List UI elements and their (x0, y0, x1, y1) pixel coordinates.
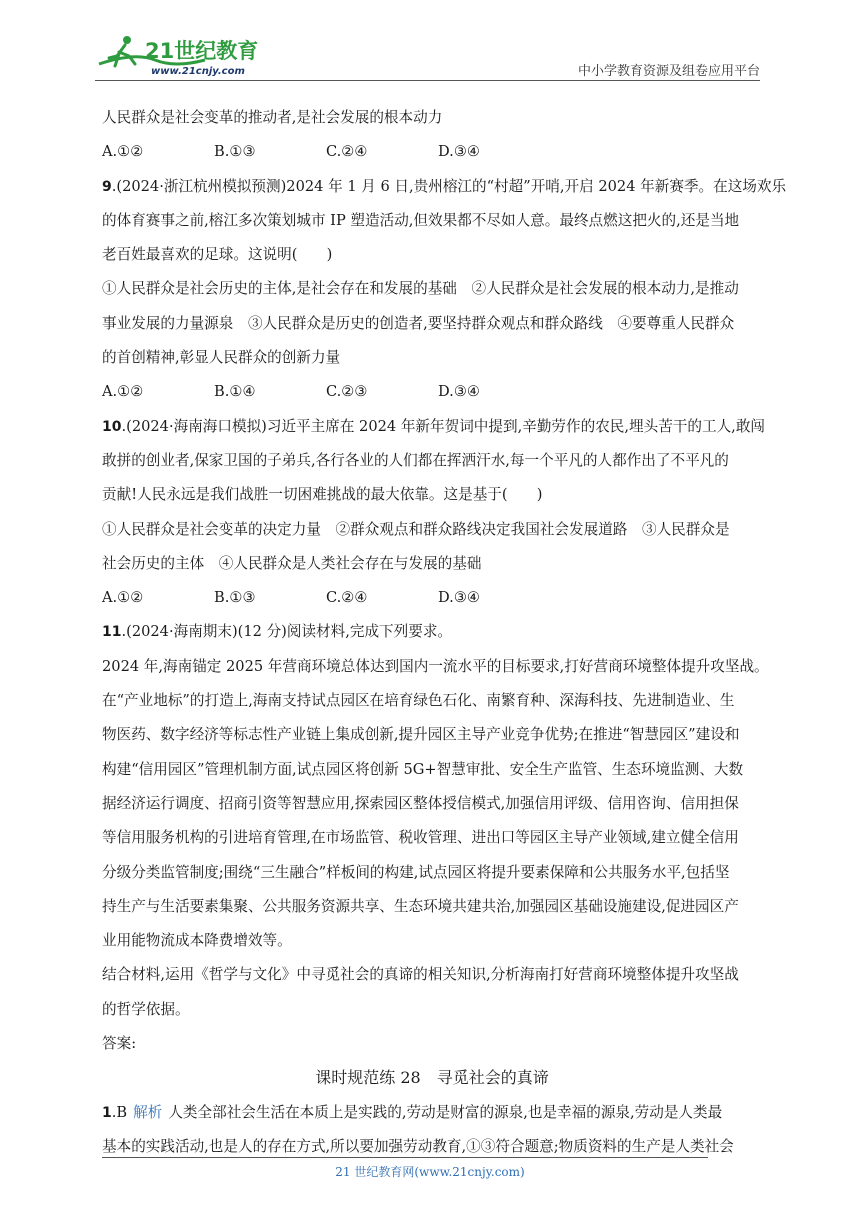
text-line: 人类全部社会生活在本质上是实践的,劳动是财富的源泉,也是幸福的源泉,劳动是人类最 (168, 1103, 723, 1121)
footer-divider (102, 1157, 708, 1158)
option-a: A.①② (102, 143, 144, 161)
answer-number: 1 (102, 1104, 112, 1121)
text-line: .(2024·海南海口模拟)习近平主席在 2024 年新年贺词中提到,辛勤劳作的农民,埋头苦干的工人,敢闯 (121, 417, 766, 435)
answer-choice: .B (111, 1103, 128, 1121)
option-d: D.③④ (438, 143, 480, 161)
option-b: B.①③ (214, 143, 256, 161)
material-line: 据经济运行调度、招商引资等智慧应用,探索园区整体授信模式,加强信用评级、信用咨询、信用担保 (102, 794, 739, 812)
option-d: D.③④ (438, 383, 480, 401)
material-line: 持生产与生活要素集聚、公共服务资源共享、生态环境共建共治,加强园区基础设施建设,促进园区产 (102, 897, 739, 915)
options-q9 (102, 375, 762, 409)
header-divider (95, 80, 760, 81)
material-line: 物医药、数字经济等标志性产业链上集成创新,提升园区主导产业竞争优势;在推进“智慧园区”建设和 (102, 726, 740, 744)
options-q10 (102, 581, 762, 615)
material-line: 在“产业地标”的打造上,海南支持试点园区在培育绿色石化、南繁育种、深海科技、先进制造业、生 (102, 692, 735, 710)
section-title: 课时规范练 28 寻觅社会的真谛 (315, 1068, 549, 1088)
option-b: B.①④ (214, 383, 256, 401)
question-11 (102, 615, 762, 649)
analysis-label: 解析 (133, 1103, 163, 1121)
text-line: 贡献!人民永远是我们战胜一切困难挑战的最大依靠。这是基于( ) (102, 486, 543, 504)
option-a: A.①② (102, 589, 144, 607)
requirement-line: 结合材料,运用《哲学与文化》中寻觅社会的真谛的相关知识,分析海南打好营商环境整体提升攻坚战 (102, 966, 739, 984)
material-line: 2024 年,海南锚定 2025 年营商环境总体达到国内一流水平的目标要求,打好营商环境整体提升攻坚战。 (102, 657, 769, 675)
platform-name: 中小学教育资源及组卷应用平台 (577, 64, 760, 79)
option-b: B.①③ (214, 589, 256, 607)
text-line: 老百姓最喜欢的足球。这说明( ) (102, 246, 333, 264)
material-line: 分级分类监管制度;围绕“三生融合”样板间的构建,试点园区将提升要素保障和公共服务水平,包括坚 (102, 863, 730, 881)
material-line: 等信用服务机构的引进培育管理,在市场监管、税收管理、进出口等园区主导产业领域,建立健全信用 (102, 829, 739, 847)
answer-1 (102, 1096, 762, 1130)
answer-label: 答案: (102, 1035, 137, 1053)
text-line: ①人民群众是社会变革的决定力量 ②群众观点和群众路线决定我国社会发展道路 ③人民群众是 (102, 520, 730, 538)
logo-21cnjy (95, 34, 265, 78)
question-10 (102, 410, 766, 444)
text-line: 事业发展的力量源泉 ③人民群众是历史的创造者,要坚持群众观点和群众路线 ④要尊重人民群众 (102, 314, 735, 332)
page-header (95, 34, 760, 80)
text-line: 社会历史的主体 ④人民群众是人类社会存在与发展的基础 (102, 554, 482, 572)
text-line: .(2024·海南期末)(12 分)阅读材料,完成下列要求。 (121, 623, 453, 641)
logo-main-text: 21世纪教育 (145, 39, 259, 63)
requirement-line: 的哲学依据。 (102, 1000, 190, 1018)
material-line: 构建“信用园区”管理机制方面,试点园区将创新 5G+智慧审批、安全生产监管、生态环境监测、大数 (102, 760, 744, 778)
text-line: .(2024·浙江杭州模拟预测)2024 年 1 月 6 日,贵州榕江的“村超”开哨,开启 2024 年新赛季。在这场欢乐 (111, 177, 787, 195)
question-number: 9 (102, 178, 112, 195)
page-footer: 21 世纪教育网(www.21cnjy.com) (335, 1165, 525, 1179)
text-line: 基本的实践活动,也是人的存在方式,所以要加强劳动教育,①③符合题意;物质资料的生产是人类社会 (102, 1137, 734, 1155)
document-body (102, 101, 787, 1164)
text-line: 的首创精神,彰显人民群众的创新力量 (102, 349, 341, 367)
option-c: C.②④ (326, 143, 368, 161)
text-line: 敢拼的创业者,保家卫国的子弟兵,各行各业的人们都在挥洒汗水,每一个平凡的人都作出了不平凡的 (102, 451, 729, 469)
logo-url-text: www.21cnjy.com (151, 66, 245, 77)
material-line: 业用能物流成本降费增效等。 (102, 932, 292, 950)
option-d: D.③④ (438, 589, 480, 607)
question-9 (102, 170, 787, 204)
option-c: C.②④ (326, 589, 368, 607)
question-number: 10 (102, 418, 122, 435)
text-line: 的体育赛事之前,榕江多次策划城市 IP 塑造活动,但效果都不尽如人意。最终点燃这把火的,还是当地 (102, 211, 740, 229)
text-line: ①人民群众是社会历史的主体,是社会存在和发展的基础 ②人民群众是社会发展的根本动力,是推动 (102, 280, 739, 298)
option-c: C.②③ (326, 383, 368, 401)
text-line: 人民群众是社会变革的推动者,是社会发展的根本动力 (102, 109, 443, 126)
options-q8 (102, 135, 762, 169)
option-a: A.①② (102, 383, 144, 401)
question-number: 11 (102, 624, 122, 641)
